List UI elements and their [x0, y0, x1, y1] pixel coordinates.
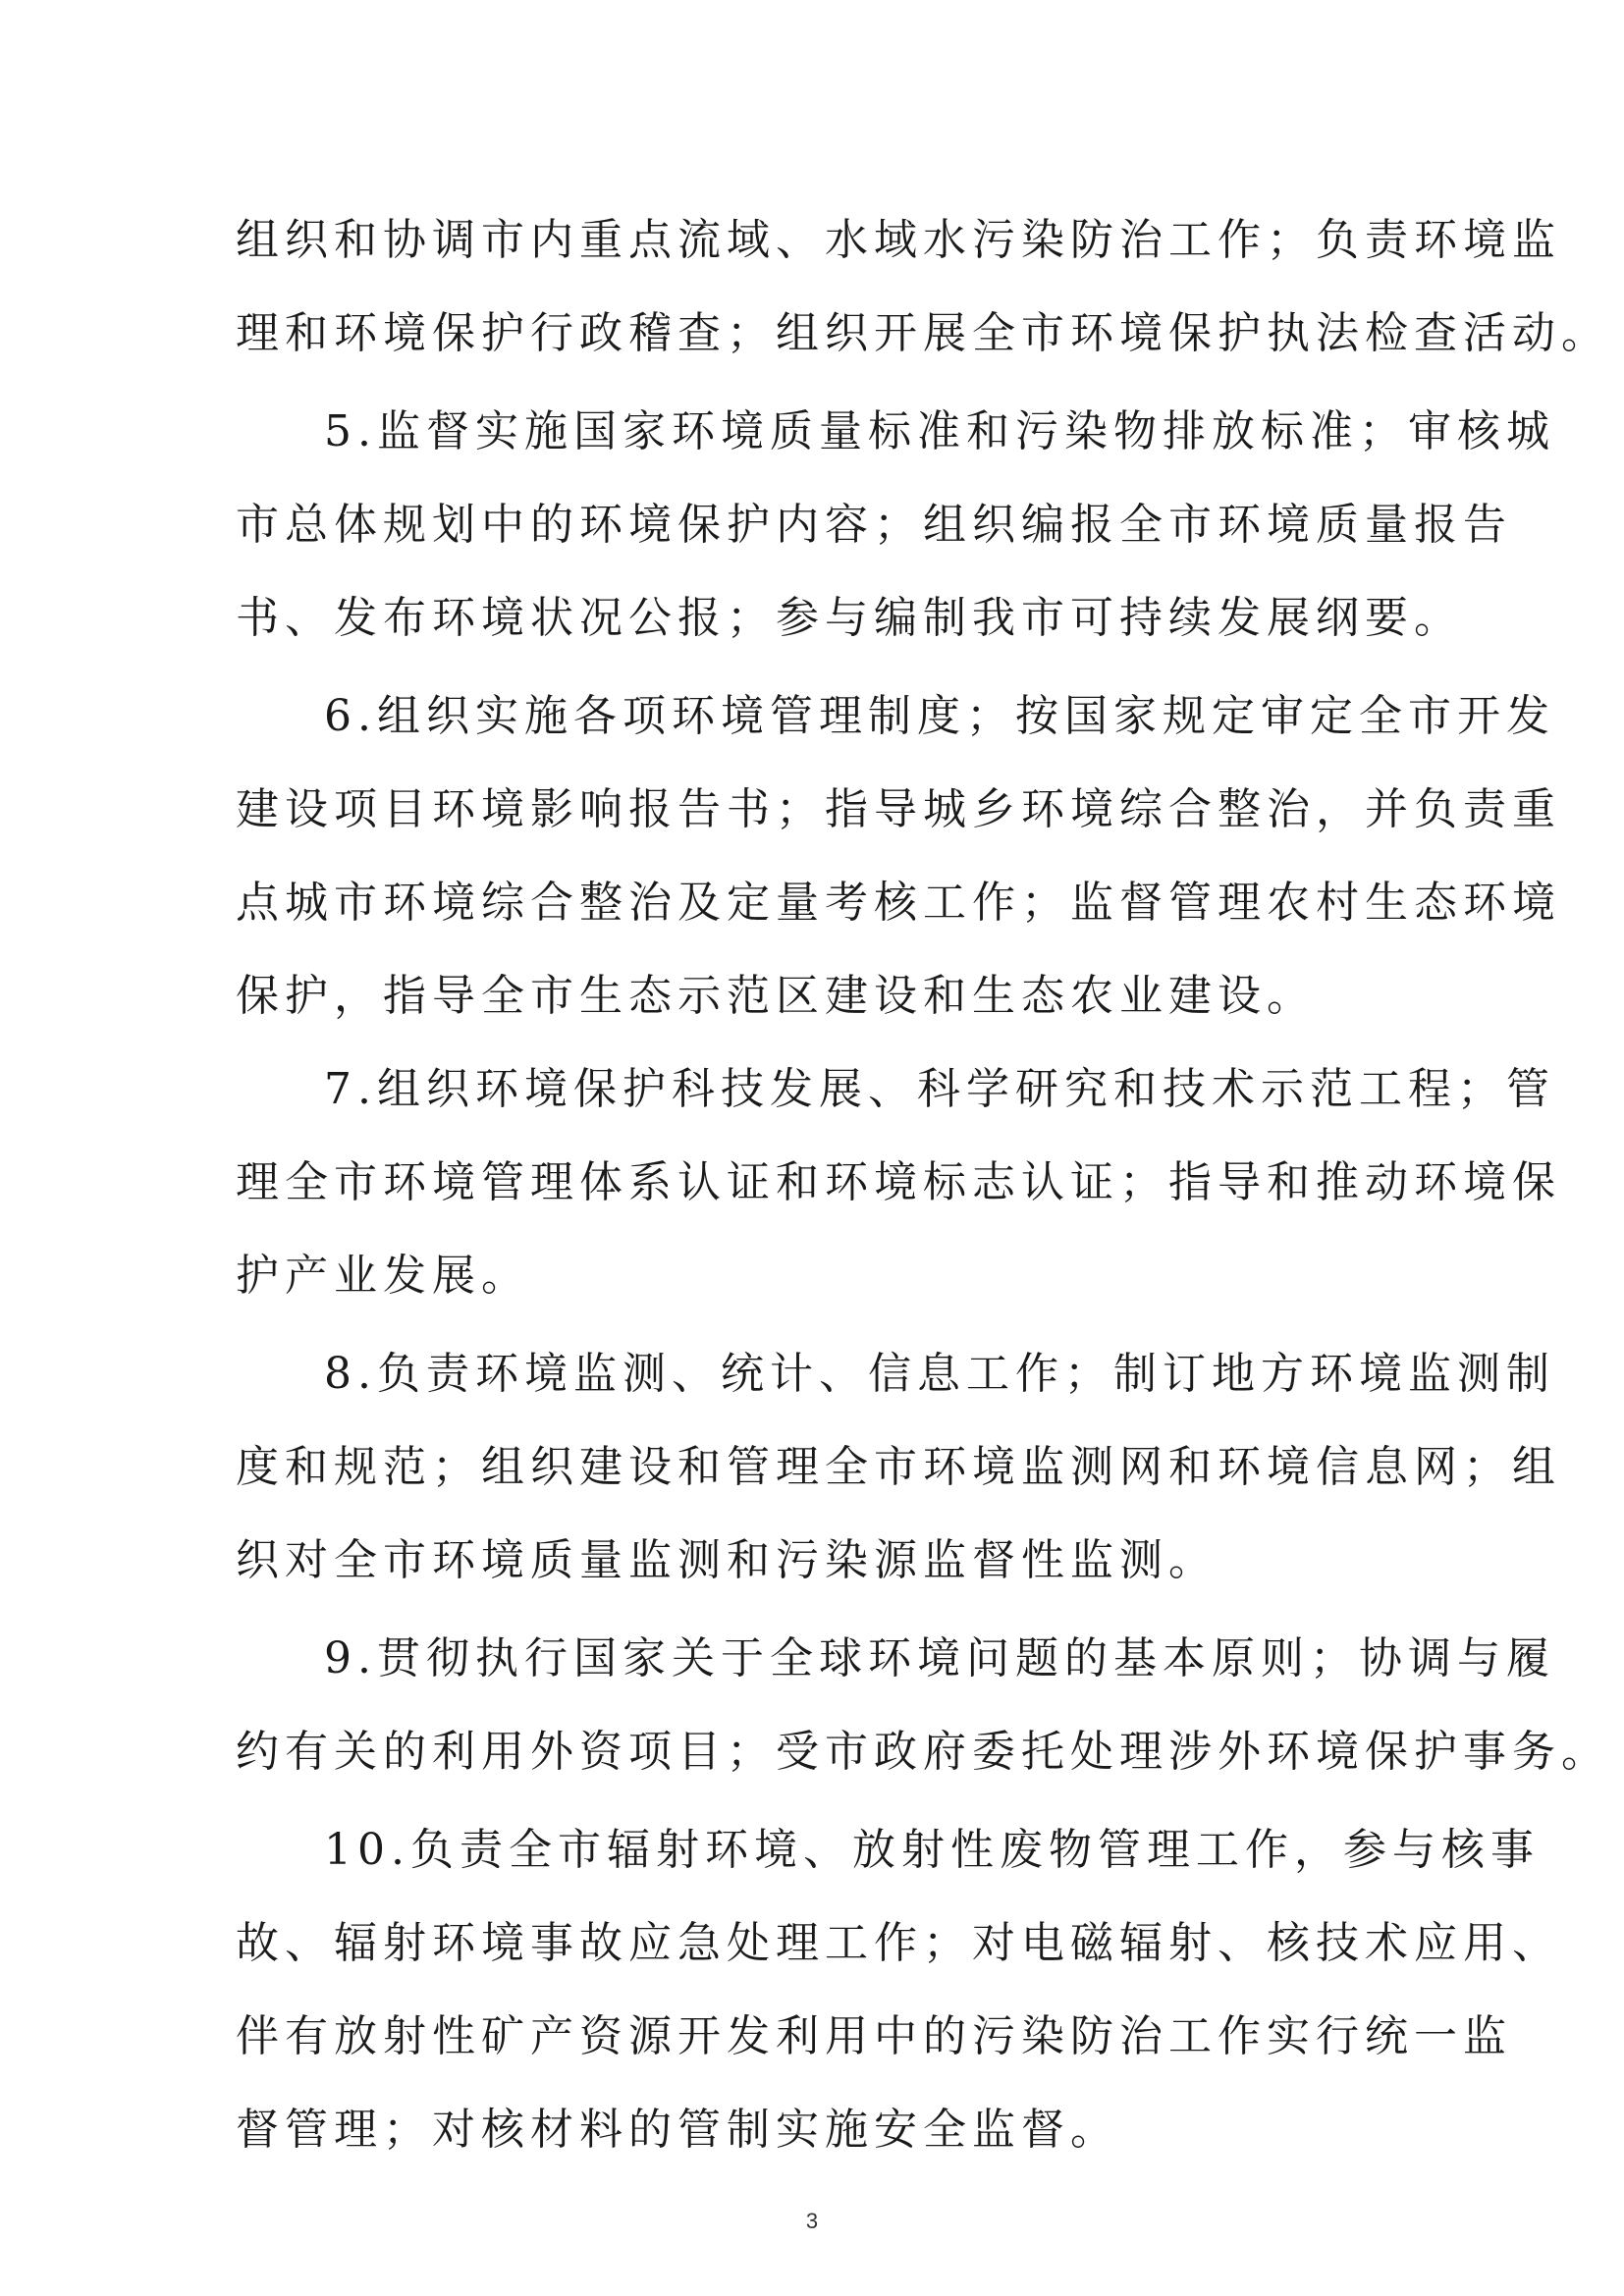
page-number: 3	[805, 2209, 819, 2233]
text-line: 理全市环境管理体系认证和环境标志认证；指导和推动环境保	[236, 1157, 1561, 1207]
text-line: 保护，指导全市生态示范区建设和生态农业建设。	[236, 971, 1316, 1021]
text-line: 市总体规划中的环境保护内容；组织编报全市环境质量报告	[236, 500, 1512, 550]
text-line: 点城市环境综合整治及定量考核工作；监督管理农村生态环境	[236, 878, 1561, 928]
text-line: 理和环境保护行政稽查；组织开展全市环境保护执法检查活动。	[236, 308, 1610, 358]
paragraph-10-start: 10.负责全市辐射环境、放射性废物管理工作，参与核事	[324, 1825, 1540, 1875]
paragraph-7-start: 7.组织环境保护科技发展、科学研究和技术示范工程；管	[324, 1064, 1555, 1114]
text-line: 建设项目环境影响报告书；指导城乡环境综合整治，并负责重	[236, 784, 1561, 834]
text-line: 度和规范；组织建设和管理全市环境监测网和环境信息网；组	[236, 1442, 1561, 1492]
text-line: 督管理；对核材料的管制实施安全监督。	[236, 2105, 1119, 2155]
text-line: 故、辐射环境事故应急处理工作；对电磁辐射、核技术应用、	[236, 1918, 1561, 1968]
text-line: 组织和协调市内重点流域、水域水污染防治工作；负责环境监	[236, 215, 1561, 265]
text-line: 伴有放射性矿产资源开发利用中的污染防治工作实行统一监	[236, 2011, 1512, 2061]
paragraph-6-start: 6.组织实施各项环境管理制度；按国家规定审定全市开发	[324, 691, 1555, 741]
paragraph-5-start: 5.监督实施国家环境质量标准和污染物排放标准；审核城	[324, 406, 1555, 456]
text-line: 护产业发展。	[236, 1251, 530, 1301]
paragraph-9-start: 9.贯彻执行国家关于全球环境问题的基本原则；协调与履	[324, 1633, 1555, 1683]
text-line: 书、发布环境状况公报；参与编制我市可持续发展纲要。	[236, 593, 1463, 643]
paragraph-8-start: 8.负责环境监测、统计、信息工作；制订地方环境监测制	[324, 1349, 1555, 1399]
text-line: 约有关的利用外资项目；受市政府委托处理涉外环境保护事务。	[236, 1727, 1610, 1777]
text-line: 织对全市环境质量监测和污染源监督性监测。	[236, 1535, 1218, 1585]
